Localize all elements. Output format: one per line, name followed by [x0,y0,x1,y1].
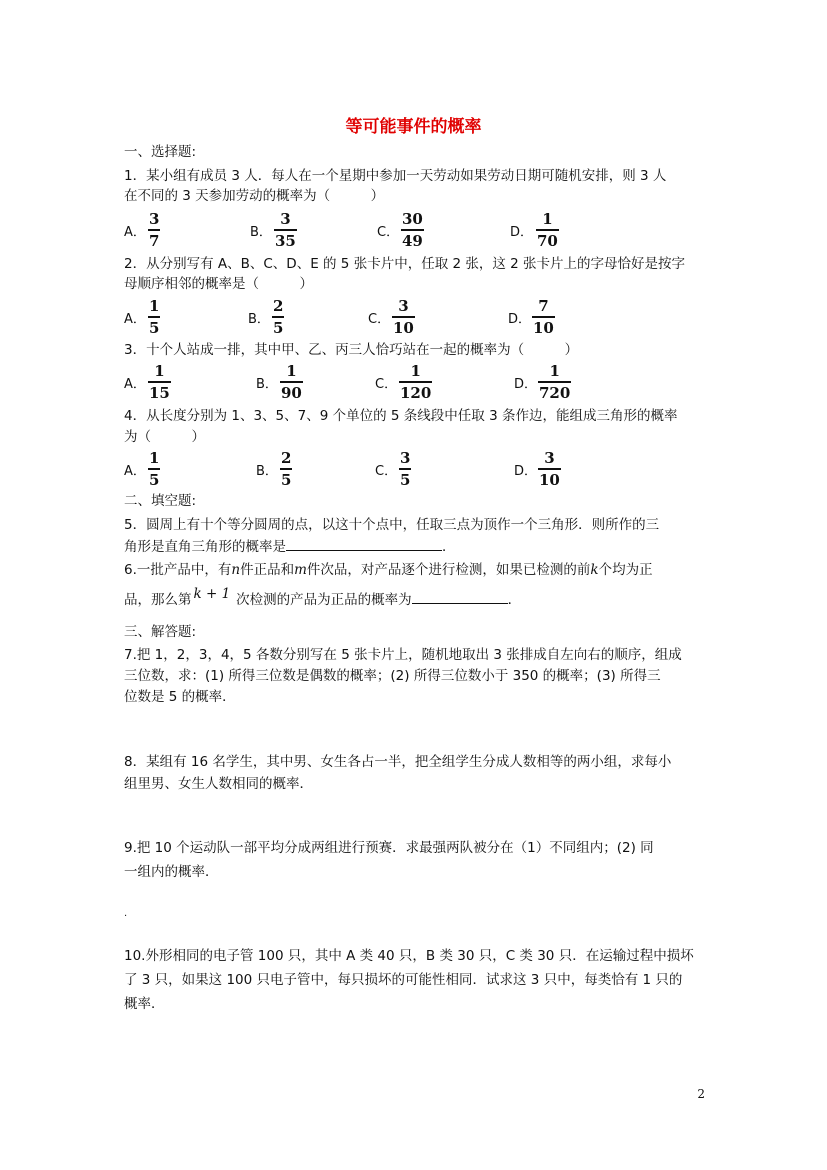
q4-option-c-fraction [399,449,411,489]
numerator: 1 [286,362,297,380]
q9-line1: 9.把 10 个运动队一部平均分成两组进行预赛．求最强两队被分在（1）不同组内；(2) 同 [124,840,654,856]
denominator: 5 [400,470,411,489]
section-choice-heading: 一、选择题: [124,144,197,160]
q1-option-d-fraction [536,210,559,250]
q3-option-d-label: D． [514,377,538,392]
numerator: 2 [273,297,284,315]
q6-var-k-plus-1: k + 1 [193,586,231,602]
q5-line2-text: 角形是直角三角形的概率是 [124,539,286,555]
q2-line2: 母顺序相邻的概率是（ ） [124,276,313,292]
q4-line2: 为（ ） [124,429,205,445]
denominator: 90 [281,383,302,402]
numerator: 1 [542,210,553,228]
fraction-bar [399,381,432,383]
q4-option-a-fraction [148,449,160,489]
q3-option-c-fraction [399,362,432,402]
q7-line3: 位数是 5 的概率． [124,689,236,705]
fraction-bar [392,316,415,318]
q2-options [0,297,827,341]
denominator: 49 [402,231,423,250]
page-title: 等可能事件的概率 [345,117,482,137]
fraction-bar [538,468,561,470]
q5-line2 [124,536,456,557]
denominator: 5 [149,470,160,489]
q1-line2: 在不同的 3 天参加劳动的概率为（ ） [124,188,385,204]
q6-text-d: 个均为正 [598,562,653,578]
denominator: 10 [393,318,414,337]
numerator: 7 [538,297,549,315]
denominator: 5 [149,318,160,337]
q6-var-k: k [590,562,599,578]
q7-line1: 7.把 1，2，3，4，5 各数分别写在 5 张卡片上，随机地取出 3 张排成自左向右的顺序，组成 [124,647,682,663]
denominator: 15 [149,383,170,402]
fraction-bar [280,468,292,470]
fraction-bar [148,316,160,318]
numerator: 30 [402,210,423,228]
q6-text-b: 件正品和 [240,562,295,578]
q4-option-c-label: C． [375,464,398,479]
q6-text-c: 件次品，对产品逐个进行检测，如果已检测的前 [306,562,591,578]
q2-option-c-label: C． [368,312,391,327]
fraction-bar [148,381,171,383]
section-fill-heading: 二、填空题: [124,493,197,509]
q1-option-c-label: C． [377,225,400,240]
q4-option-d-label: D． [514,464,538,479]
q4-option-d-fraction [538,449,561,489]
q6-line2 [124,586,522,610]
q1-line1: 1．某小组有成员 3 人．每人在一个星期中参加一天劳动如果劳动日期可随机安排，则 3 人 [124,168,667,184]
q3-option-a-fraction [148,362,171,402]
numerator: 3 [280,210,291,228]
q6-var-m: m [294,562,307,578]
numerator: 1 [549,362,560,380]
stray-dot: . [124,908,128,919]
numerator: 3 [398,297,409,315]
q6-text-f: 次检测的产品为正品的概率为 [236,592,412,608]
fraction-bar [272,316,284,318]
fraction-bar [280,381,303,383]
denominator: 720 [539,383,571,402]
q10-line3: 概率． [124,996,165,1012]
q5-line1: 5．圆周上有十个等分圆周的点，以这十个点中，任取三点为顶作一个三角形．则所作的三 [124,517,660,533]
q3-option-d-fraction [538,362,571,402]
page-number: 2 [697,1087,705,1101]
denominator: 7 [149,231,160,250]
q1-option-b-label: B． [250,225,272,240]
q6-answer-blank [412,589,508,604]
q3-line1: 3．十个人站成一排，其中甲、乙、丙三人恰巧站在一起的概率为（ ） [124,342,579,358]
numerator: 1 [410,362,421,380]
q2-option-b-fraction [272,297,284,337]
q2-option-d-label: D． [508,312,532,327]
numerator: 2 [281,449,292,467]
fraction-bar [536,229,559,231]
q6-text-end: ． [507,592,522,608]
q3-option-c-label: C． [375,377,398,392]
q8-line1: 8．某组有 16 名学生，其中男、女生各占一半，把全组学生分成人数相等的两小组，求每小 [124,754,672,770]
q5-line2-end: ． [442,539,456,555]
fraction-bar [148,229,160,231]
q2-option-b-label: B． [248,312,270,327]
q4-line1: 4．从长度分别为 1、3、5、7、9 个单位的 5 条线段中任取 3 条作边，能组成三角形的概率 [124,408,678,424]
q4-option-b-fraction [280,449,292,489]
q6-text-a: 6.一批产品中，有 [124,562,232,578]
fraction-bar [401,229,424,231]
q1-option-a-fraction [148,210,160,250]
fraction-bar [148,468,160,470]
q1-option-a-label: A． [124,225,146,240]
section-solve-heading: 三、解答题: [124,624,197,640]
q2-line1: 2．从分别写有 A、B、C、D、E 的 5 张卡片中，任取 2 张，这 2 张卡片上的字母恰好是按字 [124,256,686,272]
numerator: 1 [149,297,160,315]
denominator: 70 [537,231,558,250]
q1-options [0,210,827,254]
q5-answer-blank [286,536,442,551]
q2-option-c-fraction [392,297,415,337]
fraction-bar [532,316,555,318]
q2-option-a-fraction [148,297,160,337]
q1-option-d-label: D． [510,225,534,240]
q4-option-a-label: A． [124,464,146,479]
q2-option-d-fraction [532,297,555,337]
q10-line1: 10.外形相同的电子管 100 只，其中 A 类 40 只，B 类 30 只，C 类 30 只．在运输过程中损坏 [124,948,694,964]
numerator: 3 [544,449,555,467]
q1-option-c-fraction [401,210,424,250]
q3-options [0,362,827,406]
q10-line2: 了 3 只，如果这 100 只电子管中，每只损坏的可能性相同．试求这 3 只中，每类恰有 1 只的 [124,972,683,988]
denominator: 120 [400,383,432,402]
fraction-bar [399,468,411,470]
denominator: 10 [533,318,554,337]
q3-option-a-label: A． [124,377,146,392]
q6-var-n: n [231,562,241,578]
fraction-bar [538,381,571,383]
q6-text-e: 品，那么第 [124,592,192,608]
fraction-bar [274,229,297,231]
q8-line2: 组里男、女生人数相同的概率． [124,776,313,792]
q6-line1 [124,560,653,580]
q4-options [0,449,827,493]
q2-option-a-label: A． [124,312,146,327]
q3-option-b-label: B． [256,377,278,392]
numerator: 3 [400,449,411,467]
numerator: 1 [149,449,160,467]
q4-option-b-label: B． [256,464,278,479]
numerator: 3 [149,210,160,228]
q7-line2: 三位数，求：(1) 所得三位数是偶数的概率；(2) 所得三位数小于 350 的概率；(3) 所得三 [124,668,661,684]
q9-line2: 一组内的概率． [124,864,219,880]
q1-option-b-fraction [274,210,297,250]
q3-option-b-fraction [280,362,303,402]
denominator: 35 [275,231,296,250]
numerator: 1 [154,362,165,380]
denominator: 10 [539,470,560,489]
denominator: 5 [281,470,292,489]
denominator: 5 [273,318,284,337]
